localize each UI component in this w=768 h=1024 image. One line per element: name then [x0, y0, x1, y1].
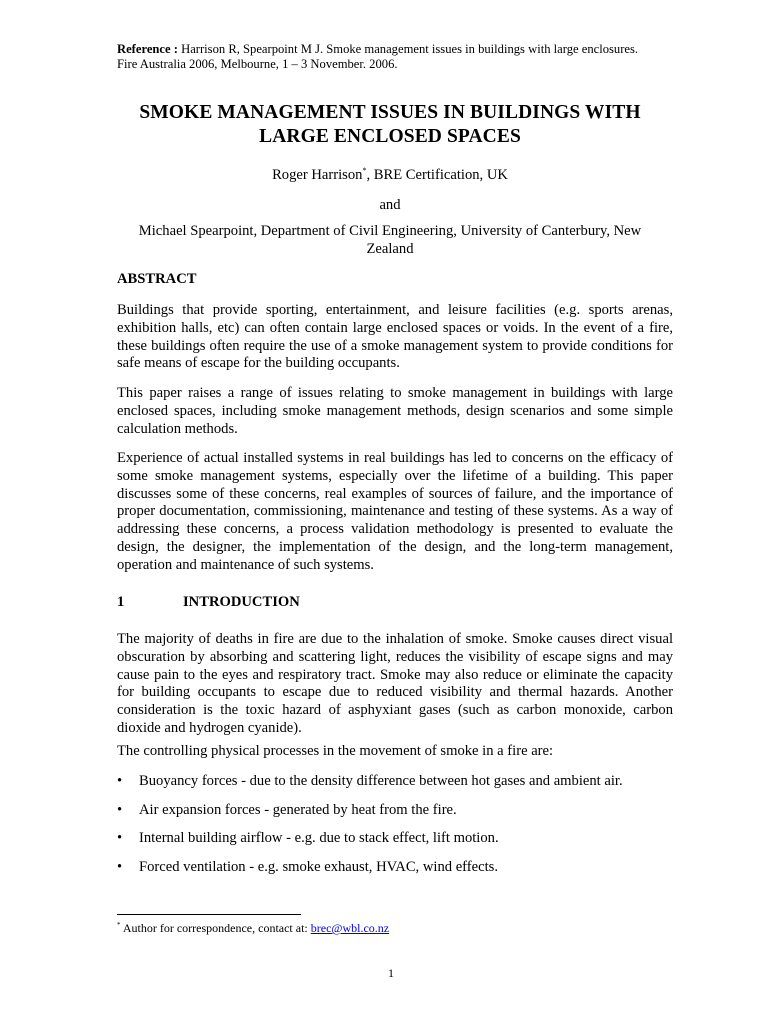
- footnote-text: Author for correspondence, contact at:: [120, 921, 311, 935]
- section-1-number: 1: [117, 594, 125, 610]
- abstract-paragraph-2: This paper raises a range of issues relating to smoke management in buildings with large enclosed spaces, including smoke management methods, design scenarios and some simple calculation methods.: [117, 385, 673, 437]
- section-1-title: INTRODUCTION: [183, 594, 300, 610]
- footnote-email-link[interactable]: brec@wbl.co.nz: [310, 921, 390, 935]
- footnote-mark: *: [117, 921, 121, 929]
- list-item-text: Forced ventilation - e.g. smoke exhaust, HVAC, wind effects.: [139, 859, 498, 875]
- reference-line-2: Fire Australia 2006, Melbourne, 1 – 3 November. 2006.: [117, 57, 398, 71]
- intro-paragraph-2: The controlling physical processes in the movement of smoke in a fire are:: [117, 743, 554, 759]
- author-1: [100, 166, 680, 184]
- author-1-name: Roger Harrison: [272, 167, 363, 183]
- abstract-paragraph-1: Buildings that provide sporting, entertainment, and leisure facilities (e.g. sports arenas, exhibition halls, etc) can often contain large enclosed spaces or voids. In the event of a fire, these buildings often require the use of a smoke management system to provide conditions for safe means of escape for the building occupants.: [117, 302, 673, 372]
- footnote-divider: [117, 914, 301, 915]
- paper-title: [100, 101, 680, 149]
- list-item-text: Buoyancy forces - due to the density difference between hot gases and ambient air.: [139, 773, 623, 789]
- abstract-paragraph-3: Experience of actual installed systems in real buildings has led to concerns on the efficacy of some smoke management systems, especially over the lifetime of a building. This paper discusses some of these concerns, real examples of sources of failure, and the importance of proper documentation, commissioning, maintenance and testing of these systems. As a way of addressing these concerns, a process validation methodology is presented to evaluate the design, the designer, the implementation of the design, and the long-term management, operation and maintenance of such systems.: [117, 450, 673, 573]
- reference-label: Reference :: [117, 42, 178, 56]
- author-1-affiliation: , BRE Certification, UK: [366, 167, 508, 183]
- list-item-text: Air expansion forces - generated by heat from the fire.: [139, 802, 457, 818]
- intro-paragraph-1: The majority of deaths in fire are due to the inhalation of smoke. Smoke causes direct visual obscuration by absorbing and scattering light, reduces the visibility of escape signs and may cause pain to the eyes and respiratory tract. Smoke may also reduce or eliminate the capacity for building occupants to escape due to reduced visibility and thermal hazards. Another consideration is the toxic hazard of asphyxiant gases (such as carbon monoxide, carbon dioxide and hydrogen cyanide).: [117, 631, 673, 736]
- bullet-icon: •: [117, 830, 123, 846]
- author-2: Michael Spearpoint, Department of Civil Engineering, University of Canterbury, New Zealand: [138, 223, 642, 257]
- list-item-text: Internal building airflow - e.g. due to stack effect, lift motion.: [139, 830, 499, 846]
- author-conjunction: and: [379, 197, 401, 213]
- footnote: [117, 921, 389, 935]
- page-number: 1: [388, 966, 394, 980]
- bullet-icon: •: [117, 802, 123, 818]
- reference-note: [117, 42, 677, 72]
- bullet-icon: •: [117, 773, 123, 789]
- abstract-heading: ABSTRACT: [117, 271, 197, 287]
- author-1-footnote-mark: *: [362, 166, 367, 176]
- title-line-1: SMOKE MANAGEMENT ISSUES IN BUILDINGS WITH: [139, 102, 641, 123]
- title-line-2: LARGE ENCLOSED SPACES: [259, 126, 521, 147]
- section-1-heading: [117, 593, 300, 611]
- bullet-icon: •: [117, 859, 123, 875]
- reference-line-1: Harrison R, Spearpoint M J. Smoke management issues in buildings with large enclosures.: [181, 42, 639, 56]
